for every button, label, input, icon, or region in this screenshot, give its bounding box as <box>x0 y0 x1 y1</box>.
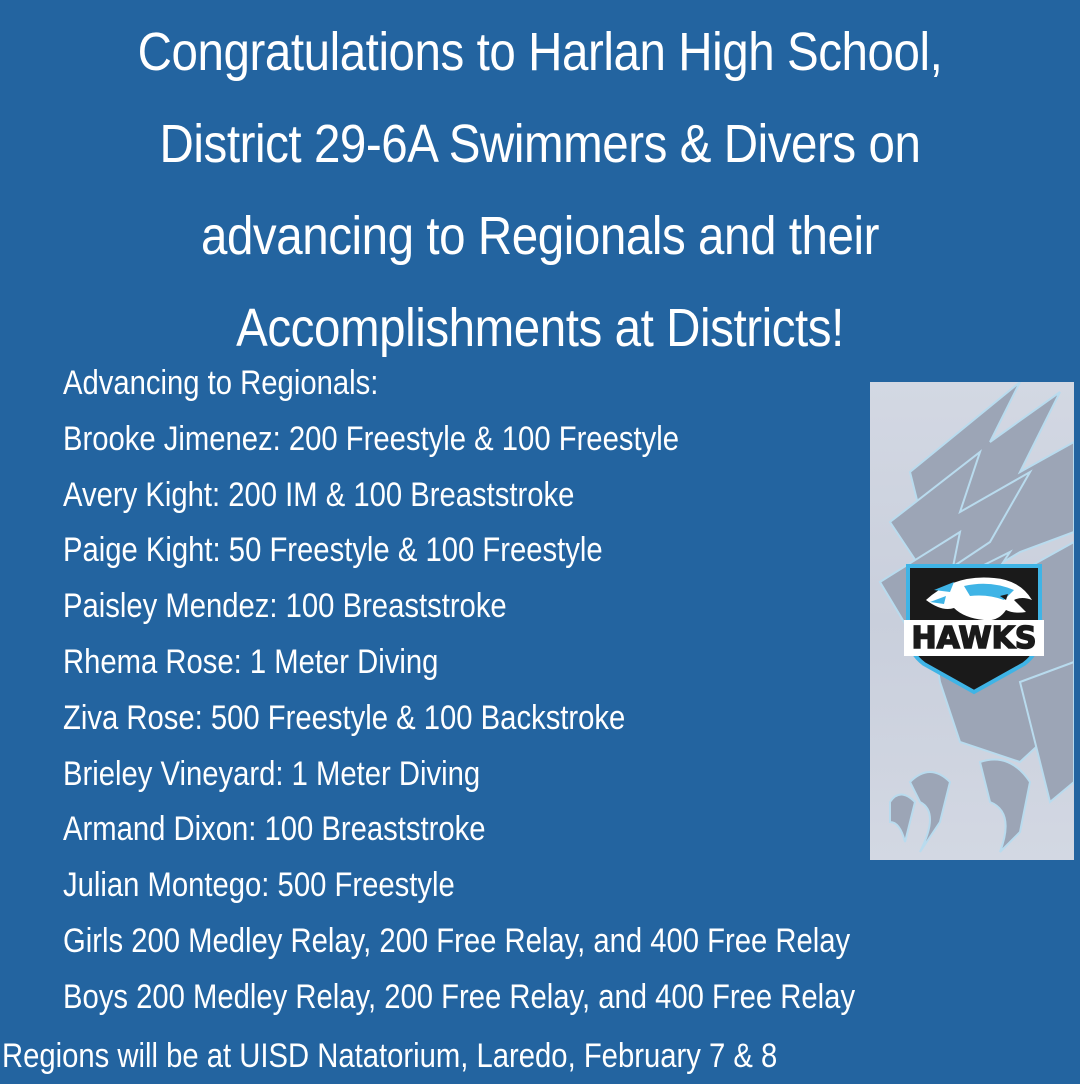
list-item: Avery Kight: 200 IM & 100 Breaststroke <box>63 475 575 514</box>
headline <box>82 6 997 374</box>
hawk-mascot-icon <box>870 382 1074 860</box>
list-item: Rhema Rose: 1 Meter Diving <box>63 642 439 681</box>
headline-line: Congratulations to Harlan High School, <box>137 22 943 82</box>
list-item: Julian Montego: 500 Freestyle <box>63 866 455 905</box>
hawks-wordmark: HAWKS <box>911 621 1037 656</box>
list-item: Armand Dixon: 100 Breaststroke <box>63 810 486 849</box>
logo-panel <box>870 382 1074 860</box>
list-item: Paige Kight: 50 Freestyle & 100 Freestyle <box>63 531 603 570</box>
regionals-footer: Regions will be at UISD Natatorium, Laredo, February 7 & 8 <box>2 1037 778 1075</box>
headline-line: Accomplishments at Districts! <box>236 298 844 358</box>
advancing-heading: Advancing to Regionals: <box>63 364 379 402</box>
list-item: Paisley Mendez: 100 Breaststroke <box>63 587 507 626</box>
headline-line: advancing to Regionals and their <box>200 206 880 266</box>
list-item: Brooke Jimenez: 200 Freestyle & 100 Freestyle <box>63 419 679 458</box>
list-item: Brieley Vineyard: 1 Meter Diving <box>63 754 481 793</box>
headline-line: District 29-6A Swimmers & Divers on <box>159 114 921 174</box>
list-item: Girls 200 Medley Relay, 200 Free Relay, and 400 Free Relay <box>63 921 851 960</box>
advancing-list <box>63 356 855 1026</box>
list-item: Boys 200 Medley Relay, 200 Free Relay, and 400 Free Relay <box>63 977 856 1016</box>
list-item: Ziva Rose: 500 Freestyle & 100 Backstroke <box>63 698 626 737</box>
